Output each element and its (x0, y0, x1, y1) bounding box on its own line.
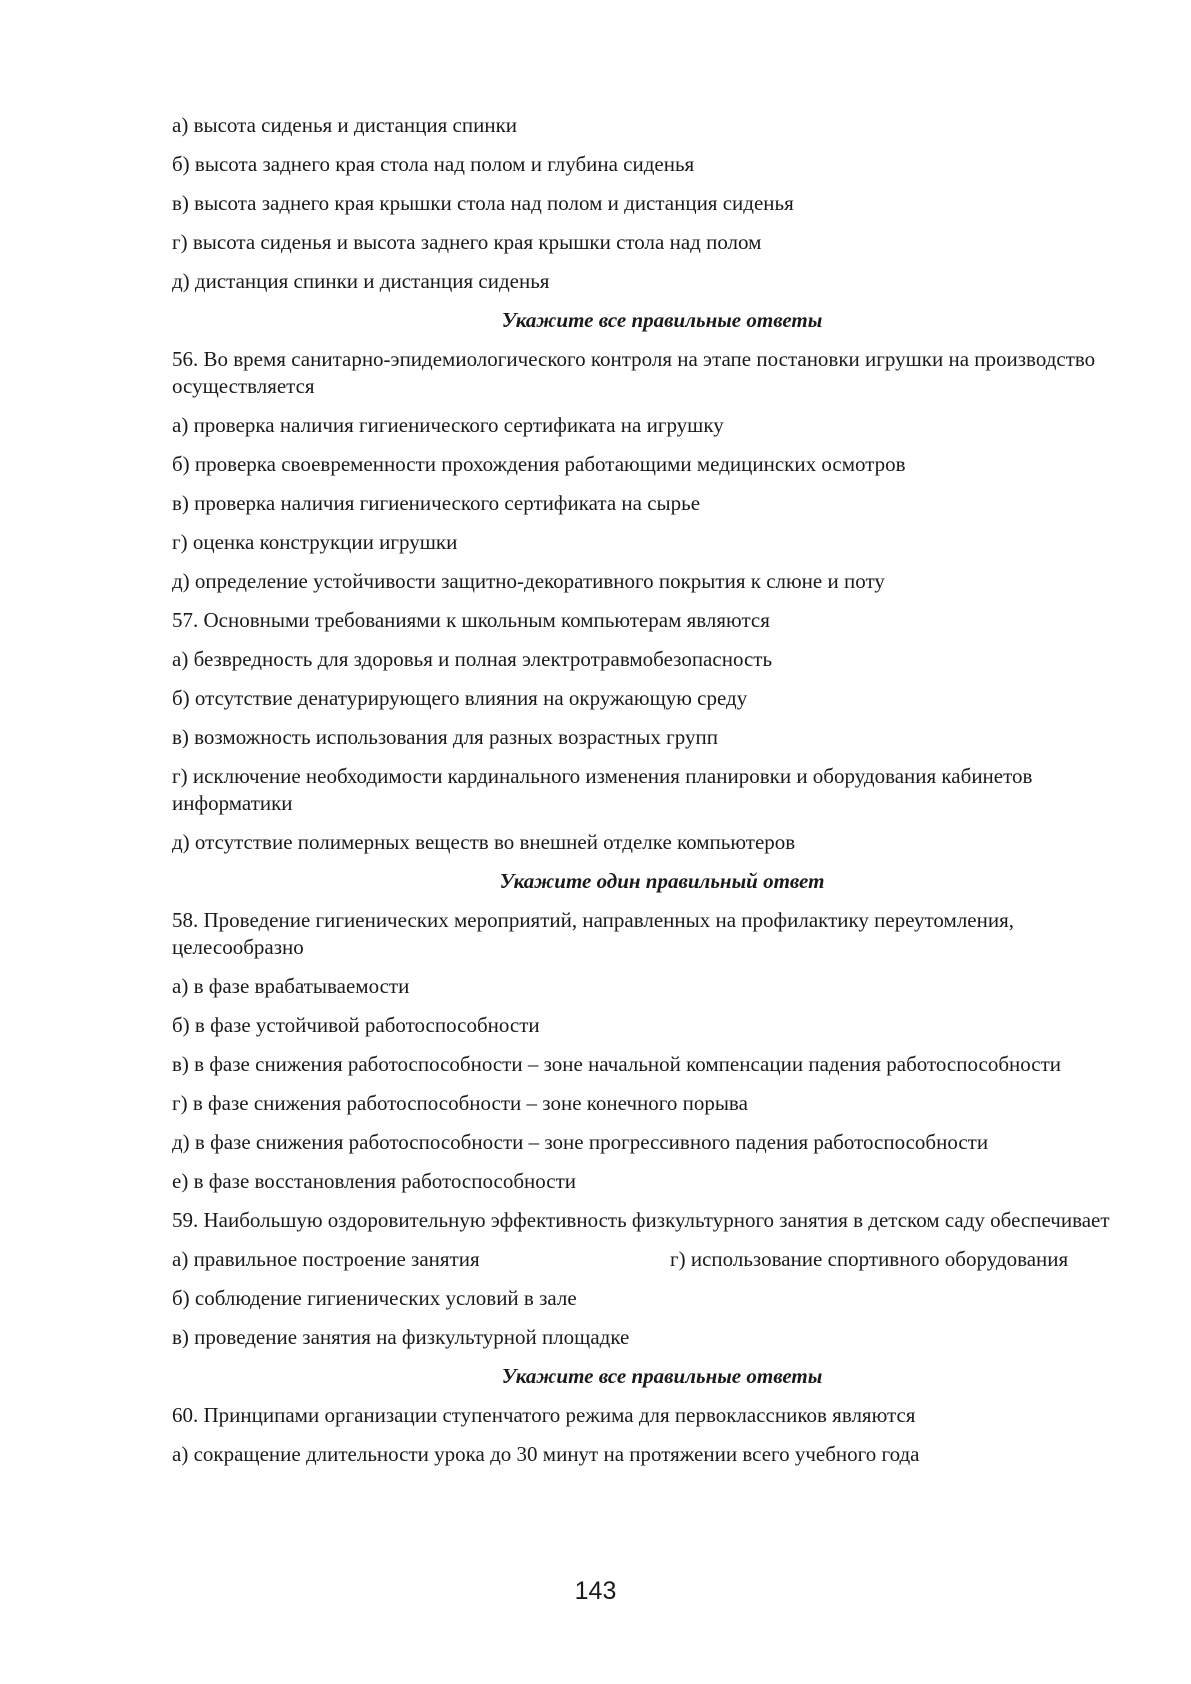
q58-option-b: б) в фазе устойчивой работоспособности (172, 1013, 540, 1037)
section-heading: Укажите один правильный ответ (499, 869, 825, 893)
q58-option-v: в) в фазе снижения работоспособности – зоне начальной компенсации падения работоспособности (172, 1052, 1062, 1076)
question-58: 58. Проведение гигиенических мероприятий, направленных на профилактику переутомления, целесообразно (172, 908, 1015, 959)
q56-option-b: б) проверка своевременности прохождения работающими медицинских осмотров (172, 452, 906, 476)
q55-option-g: г) высота сиденья и высота заднего края крышки стола над полом (172, 230, 762, 254)
q57-option-g: г) исключение необходимости кардинального изменения планировки и оборудования кабинетов информатики (172, 764, 1033, 815)
q56-option-a: а) проверка наличия гигиенического сертификата на игрушку (172, 413, 724, 437)
q58-option-a: а) в фазе врабатываемости (172, 974, 410, 998)
q57-option-v: в) возможность использования для разных возрастных групп (172, 725, 718, 749)
q56-option-g: г) оценка конструкции игрушки (172, 530, 458, 554)
q56-option-d: д) определение устойчивости защитно-декоративного покрытия к слюне и поту (172, 569, 885, 593)
question-59: 59. Наибольшую оздоровительную эффективность физкультурного занятия в детском саду обеспечивает (172, 1208, 1110, 1232)
q57-option-d: д) отсутствие полимерных веществ во внешней отделке компьютеров (172, 830, 796, 854)
section-heading: Укажите все правильные ответы (501, 308, 823, 332)
q57-option-a: а) безвредность для здоровья и полная электротравмобезопасность (172, 647, 773, 671)
document-page (172, 112, 1132, 1480)
page-number: 143 (574, 1577, 617, 1605)
section-heading: Укажите все правильные ответы (501, 1364, 823, 1388)
q58-option-g: г) в фазе снижения работоспособности – зоне конечного порыва (172, 1091, 748, 1115)
question-57: 57. Основными требованиями к школьным компьютерам являются (172, 608, 770, 632)
q58-option-d: д) в фазе снижения работоспособности – зоне прогрессивного падения работоспособности (172, 1130, 989, 1154)
q59-option-v: в) проведение занятия на физкультурной площадке (172, 1325, 630, 1349)
q56-option-v: в) проверка наличия гигиенического сертификата на сырье (172, 491, 701, 515)
q55-option-v: в) высота заднего края крышки стола над полом и дистанция сиденья (172, 191, 794, 215)
q57-option-b: б) отсутствие денатурирующего влияния на окружающую среду (172, 686, 748, 710)
q59-option-g: г) использование спортивного оборудования (670, 1247, 1069, 1271)
q55-option-a: а) высота сиденья и дистанция спинки (172, 113, 518, 137)
q55-option-b: б) высота заднего края стола над полом и глубина сиденья (172, 152, 695, 176)
question-56: 56. Во время санитарно-эпидемиологического контроля на этапе постановки игрушки на производство осуществляется (172, 347, 1096, 398)
question-60: 60. Принципами организации ступенчатого режима для первоклассников являются (172, 1403, 916, 1427)
q59-option-b: б) соблюдение гигиенических условий в зале (172, 1286, 577, 1310)
q59-option-a: а) правильное построение занятия (172, 1247, 480, 1271)
q60-option-a: а) сокращение длительности урока до 30 минут на протяжении всего учебного года (172, 1442, 920, 1466)
q59-options-row (172, 1246, 1132, 1273)
q58-option-e: е) в фазе восстановления работоспособности (172, 1169, 577, 1193)
q55-option-d: д) дистанция спинки и дистанция сиденья (172, 269, 550, 293)
